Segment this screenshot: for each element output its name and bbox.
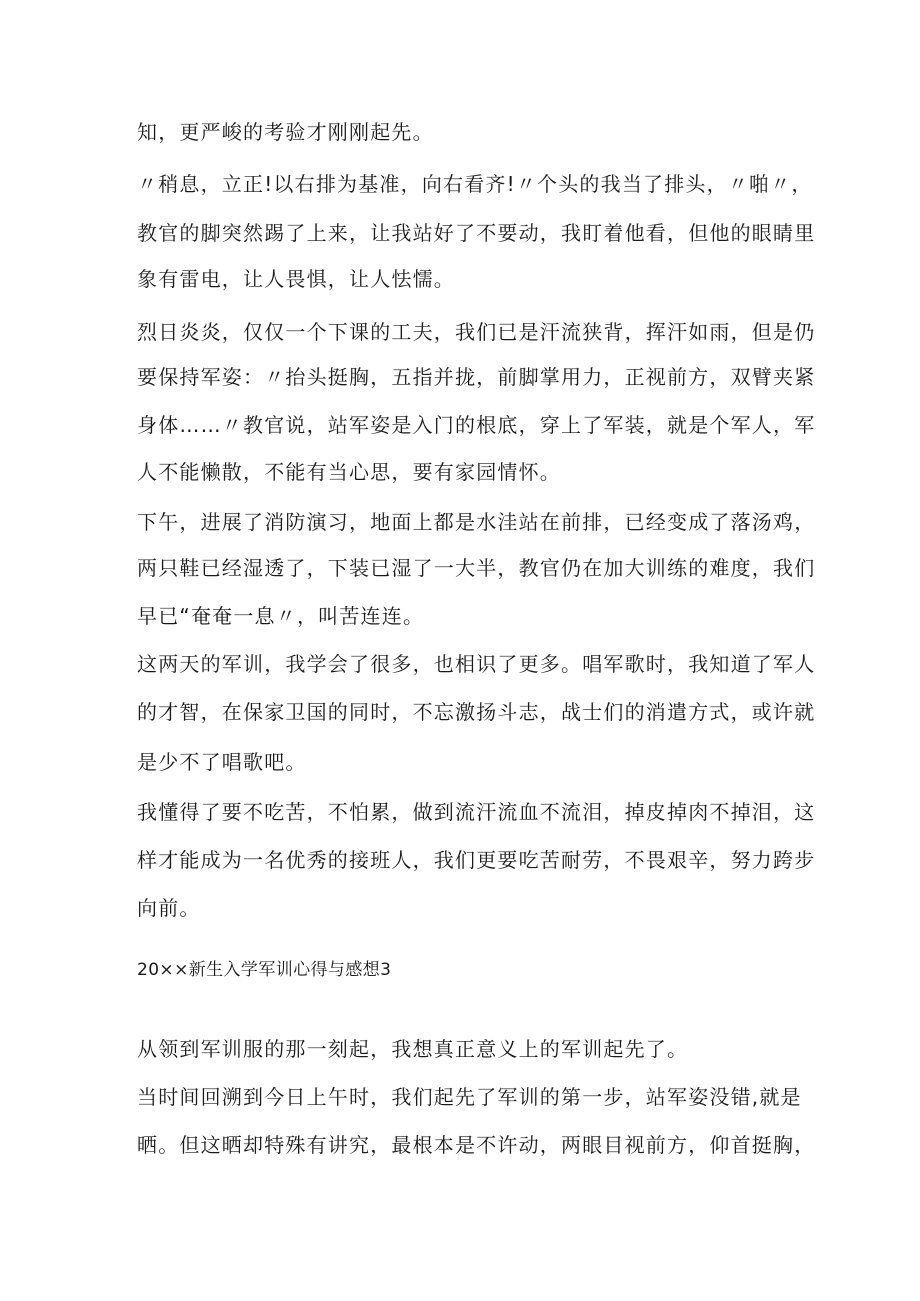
text-line: 向前。 [137,896,201,920]
text-line: 两只鞋已经湿透了，下装已湿了一大半，教官仍在加大训练的难度，我们 [137,556,816,580]
text-line: 要保持军姿：〃抬头挺胸，五指并拢，前脚掌用力，正视前方，双臂夹紧 [137,365,816,389]
text-line: 人不能懒散，不能有当心思，要有家园情怀。 [137,460,561,484]
text-line: 〃稍息，立正!以右排为基准，向右看齐!〃个头的我当了排头，〃啪〃， [137,172,813,196]
text-line: 身体……〃教官说，站军姿是入门的根底，穿上了军装，就是个军人，军 [137,413,816,437]
text-line: 样才能成为一名优秀的接班人，我们更要吃苦耐劳，不畏艰辛，努力跨步 [137,848,816,872]
text-line: 知，更严峻的考验才刚刚起先。 [137,120,434,144]
text-line: 当时间回溯到今日上午时，我们起先了军训的第一步，站军姿没错,就是 [137,1085,802,1109]
text-line: 早已“奄奄一息〃，叫苦连连。 [137,604,425,628]
text-line: 我懂得了要不吃苦，不怕累，做到流汗流血不流泪，掉皮掉肉不掉泪，这 [137,800,816,824]
text-line: 晒。但这晒却特殊有讲究，最根本是不许动，两眼目视前方，仰首挺胸， [137,1133,816,1157]
text-line: 是少不了唱歌吧。 [137,750,307,774]
text-line: 教官的脚突然踢了上来，让我站好了不要动，我盯着他看，但他的眼睛里 [137,221,816,245]
section-heading: 20××新生入学军训心得与感想3 [137,960,392,980]
text-line: 象有雷电，让人畏惧，让人怯懦。 [137,267,455,291]
text-line: 这两天的军训，我学会了很多，也相识了更多。唱军歌时，我知道了军人 [137,652,816,676]
text-line: 烈日炎炎，仅仅一个下课的工夫，我们已是汗流狭背，挥汗如雨，但是仍 [137,320,816,344]
text-line: 的才智，在保家卫国的同时，不忘激扬斗志，战士们的消遣方式，或许就 [137,700,816,724]
text-line: 下午，进展了消防演习，地面上都是水洼站在前排，已经变成了落汤鸡， [137,510,816,534]
text-line: 从领到军训服的那一刻起，我想真正意义上的军训起先了。 [137,1037,689,1061]
